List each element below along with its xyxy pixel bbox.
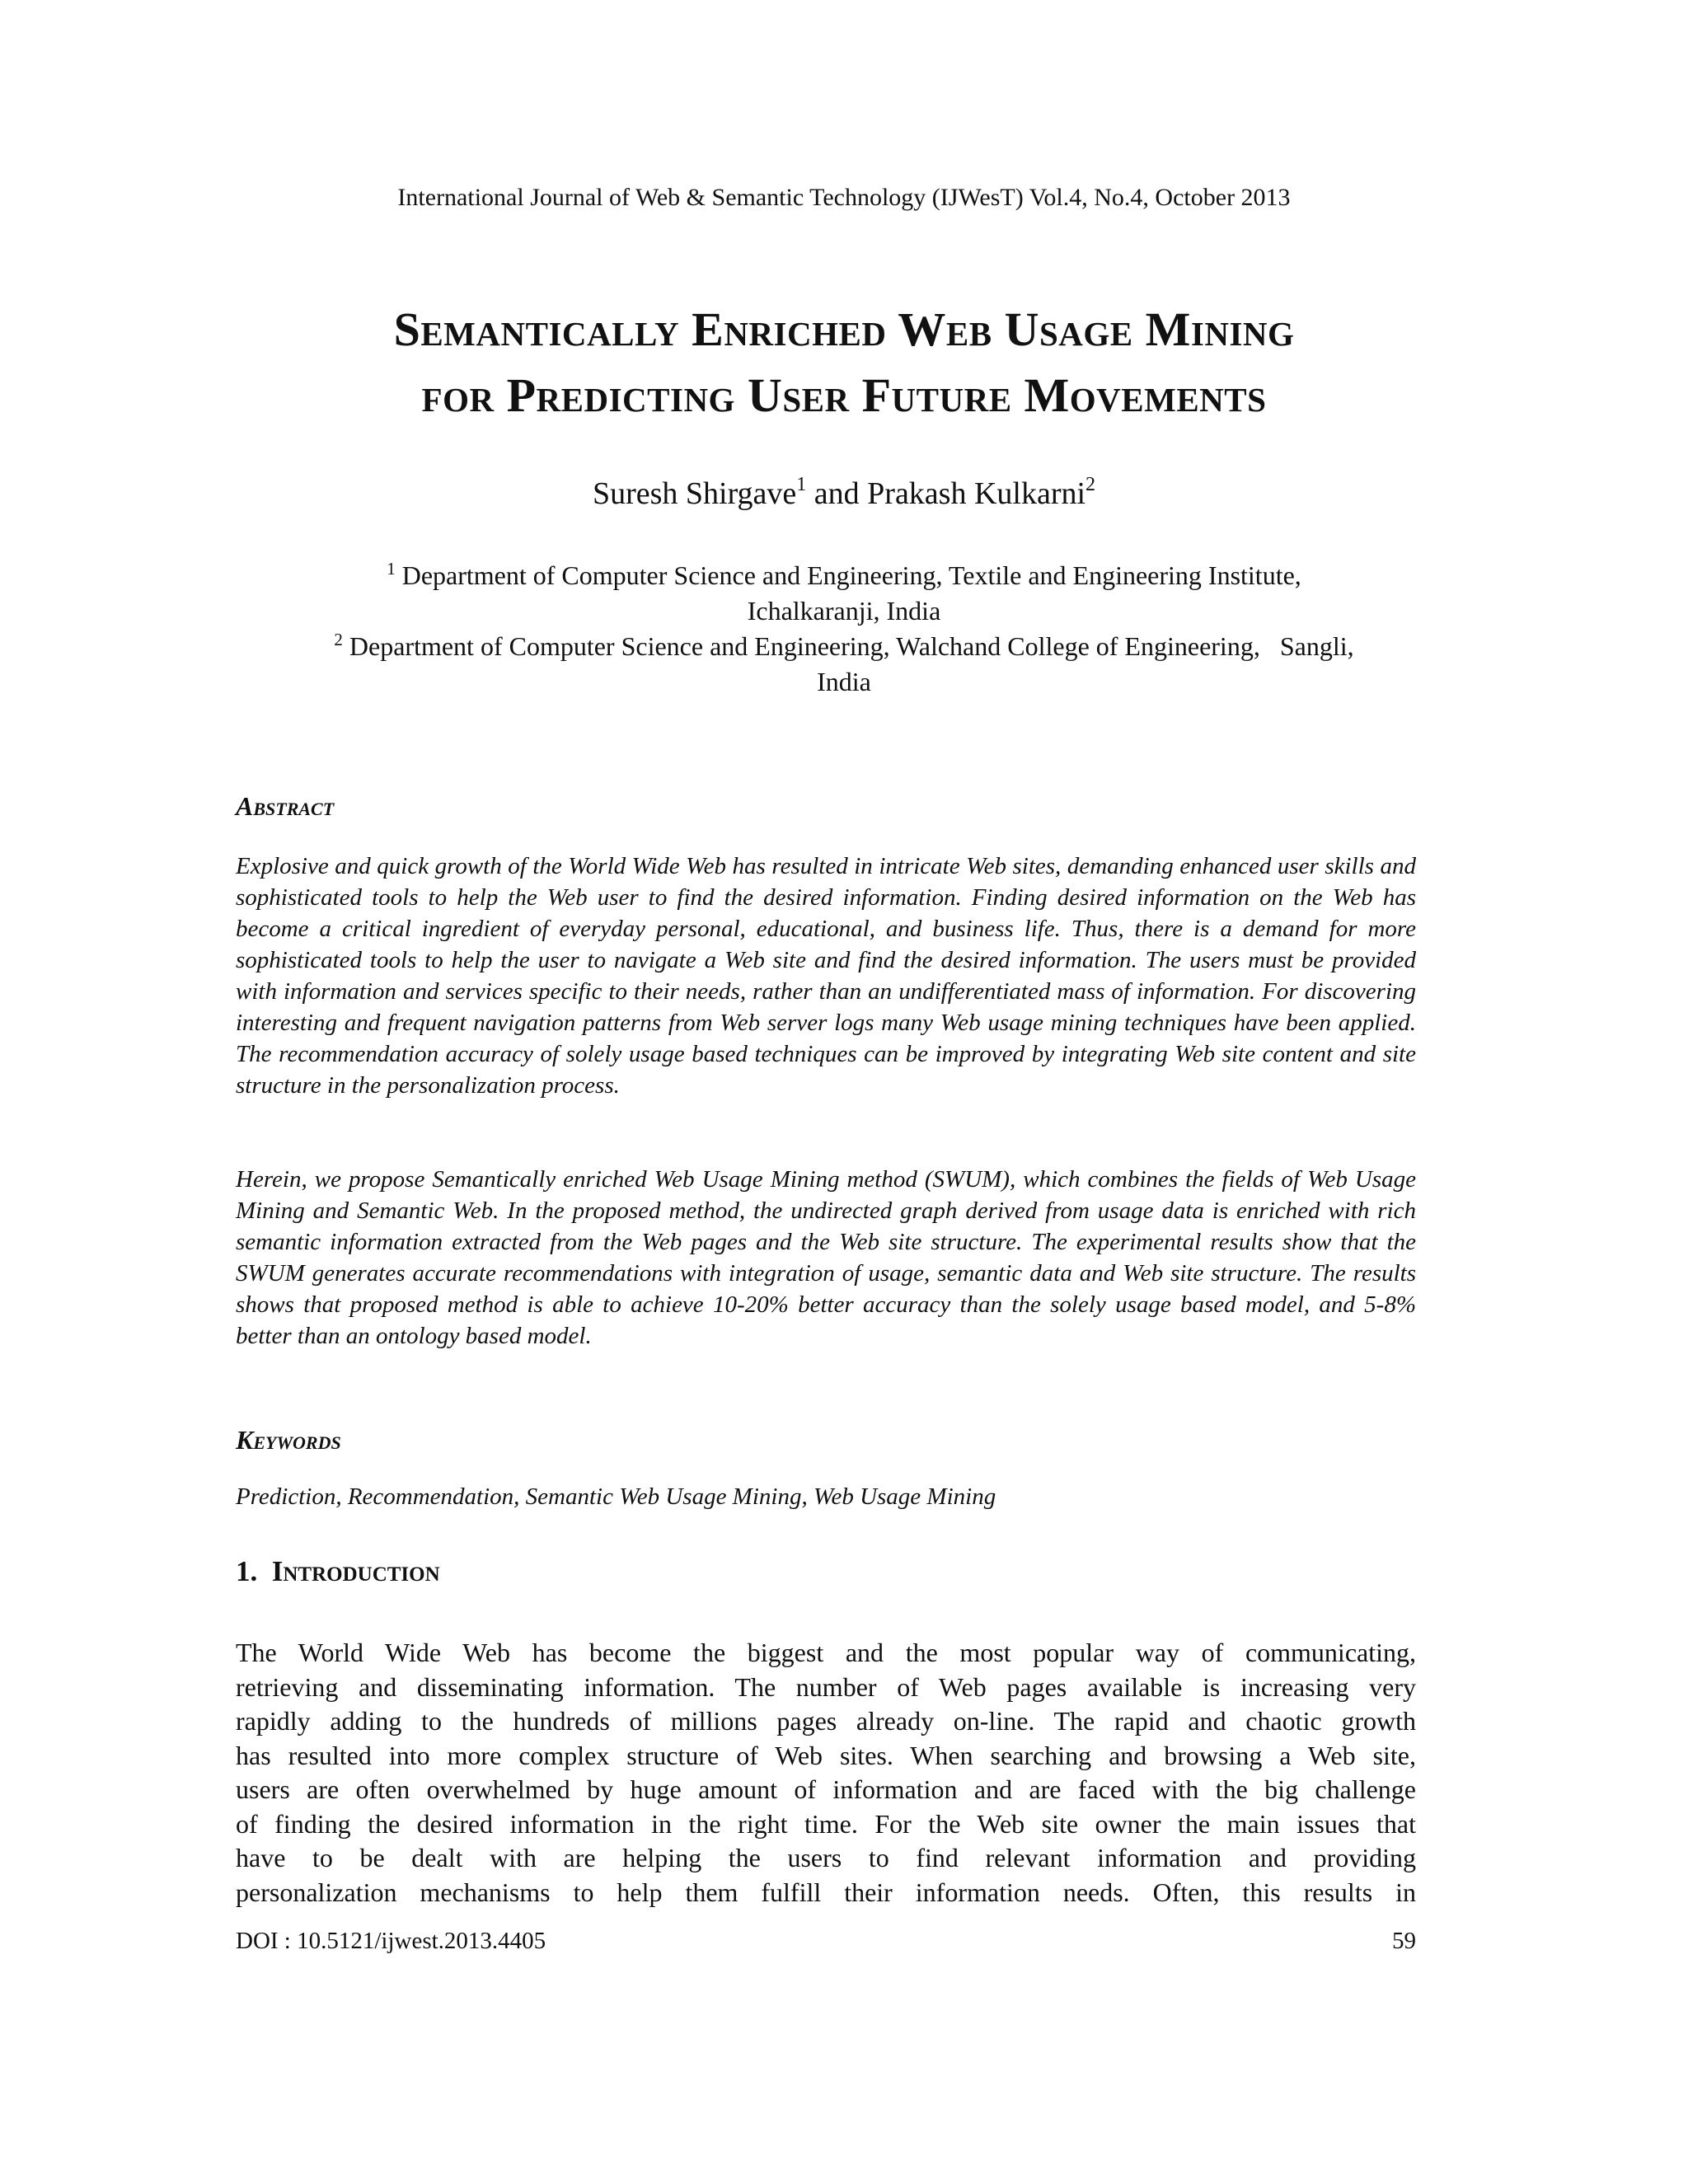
affiliation-2-line-1 bbox=[214, 629, 1474, 664]
abstract-paragraph-2-block bbox=[236, 1164, 1416, 1352]
intro-line: of finding the desired information in the right time. For the Web site owner the main issues that bbox=[236, 1808, 1416, 1839]
abstract-paragraph-2: Herein, we propose Semantically enriched Web Usage Mining method (SWUM), which combines the fields of Web Usage Mining and Semantic Web. In the proposed method, the undirected graph derived from usage data is enriched with rich semantic information extracted from the Web pages and the Web site structure. The experimental results show that the SWUM generates accurate recommendations with integration of usage, semantic data and Web site structure. The results shows that proposed method is able to achieve 10-20% better accuracy than the solely usage based model, and 5-8% better than an ontology based model. bbox=[236, 1166, 1416, 1349]
intro-line: has resulted into more complex structure of Web sites. When searching and browsing a Web site, bbox=[236, 1740, 1416, 1770]
affiliation-1-text: Department of Computer Science and Engineering, Textile and Engineering Institute, bbox=[401, 560, 1301, 590]
title-line-2: for Predicting User Future Movements bbox=[421, 368, 1267, 422]
affiliation-2-marker: 2 bbox=[334, 630, 343, 649]
abstract-heading: Abstract bbox=[236, 791, 335, 821]
title-line-1: Semantically Enriched Web Usage Mining bbox=[393, 302, 1295, 356]
author-2-name: Prakash Kulkarni bbox=[867, 476, 1086, 511]
running-header: International Journal of Web & Semantic Technology (IJWesT) Vol.4, No.4, October 2013 bbox=[397, 184, 1291, 211]
page-number: 59 bbox=[1392, 1928, 1416, 1954]
author-1-affiliation-marker: 1 bbox=[796, 474, 807, 495]
abstract-heading-block bbox=[236, 790, 1416, 823]
intro-line: personalization mechanisms to help them fulfill their information needs. Often, this results in bbox=[236, 1877, 1416, 1907]
affiliation-1-marker: 1 bbox=[387, 559, 396, 579]
keywords-heading-block bbox=[236, 1423, 1416, 1456]
paper-title bbox=[148, 297, 1540, 429]
keywords-text: Prediction, Recommendation, Semantic Web Usage Mining, Web Usage Mining bbox=[236, 1483, 996, 1510]
author-2-affiliation-marker: 2 bbox=[1085, 474, 1096, 495]
affiliation-2-line-2: India bbox=[817, 667, 871, 696]
keywords-block bbox=[236, 1481, 1416, 1512]
intro-line: rapidly adding to the hundreds of millions pages already on-line. The rapid and chaotic growth bbox=[236, 1706, 1416, 1736]
affiliation-1-line-1 bbox=[214, 558, 1474, 593]
footer-doi: DOI : 10.5121/ijwest.2013.4405 bbox=[236, 1928, 546, 1954]
author-1-name: Suresh Shirgave bbox=[592, 476, 797, 511]
intro-line: The World Wide Web has become the biggest and the most popular way of communicating, bbox=[236, 1638, 1416, 1667]
affiliation-1-line-2: Ichalkaranji, India bbox=[747, 596, 941, 626]
intro-line: retrieving and disseminating information. The number of Web pages available is increasing very bbox=[236, 1671, 1416, 1702]
intro-line: have to be dealt with are helping the users to find relevant information and providing bbox=[236, 1843, 1416, 1872]
keywords-heading: Keywords bbox=[236, 1425, 341, 1455]
introduction-paragraph bbox=[236, 1636, 1416, 1910]
affiliation-2-text: Department of Computer Science and Engineering, Walchand College of Engineering, Sangli, bbox=[349, 631, 1354, 661]
abstract-paragraph-1-block bbox=[236, 851, 1416, 1101]
affiliations bbox=[214, 558, 1474, 700]
introduction-heading-block bbox=[236, 1554, 1416, 1590]
author-connector: and bbox=[814, 476, 860, 511]
author-list bbox=[0, 474, 1688, 513]
intro-line: users are often overwhelmed by huge amount of information and are faced with the big challenge bbox=[236, 1774, 1416, 1804]
abstract-paragraph-1: Explosive and quick growth of the World Wide Web has resulted in intricate Web sites, demanding enhanced user skills and sophisticated tools to help the Web user to find the desired information. Finding desired information on the Web has become a critical ingredient of everyday personal, educational, and business life. Thus, there is a demand for more sophisticated tools to help the user to navigate a Web site and find the desired information. The users must be provided with information and services specific to their needs, rather than an undifferentiated mass of information. For discovering interesting and frequent navigation patterns from Web server logs many Web usage mining techniques have been applied. The recommendation accuracy of solely usage based techniques can be improved by integrating Web site content and site structure in the personalization process. bbox=[236, 853, 1416, 1099]
introduction-heading: 1. Introduction bbox=[236, 1555, 440, 1587]
